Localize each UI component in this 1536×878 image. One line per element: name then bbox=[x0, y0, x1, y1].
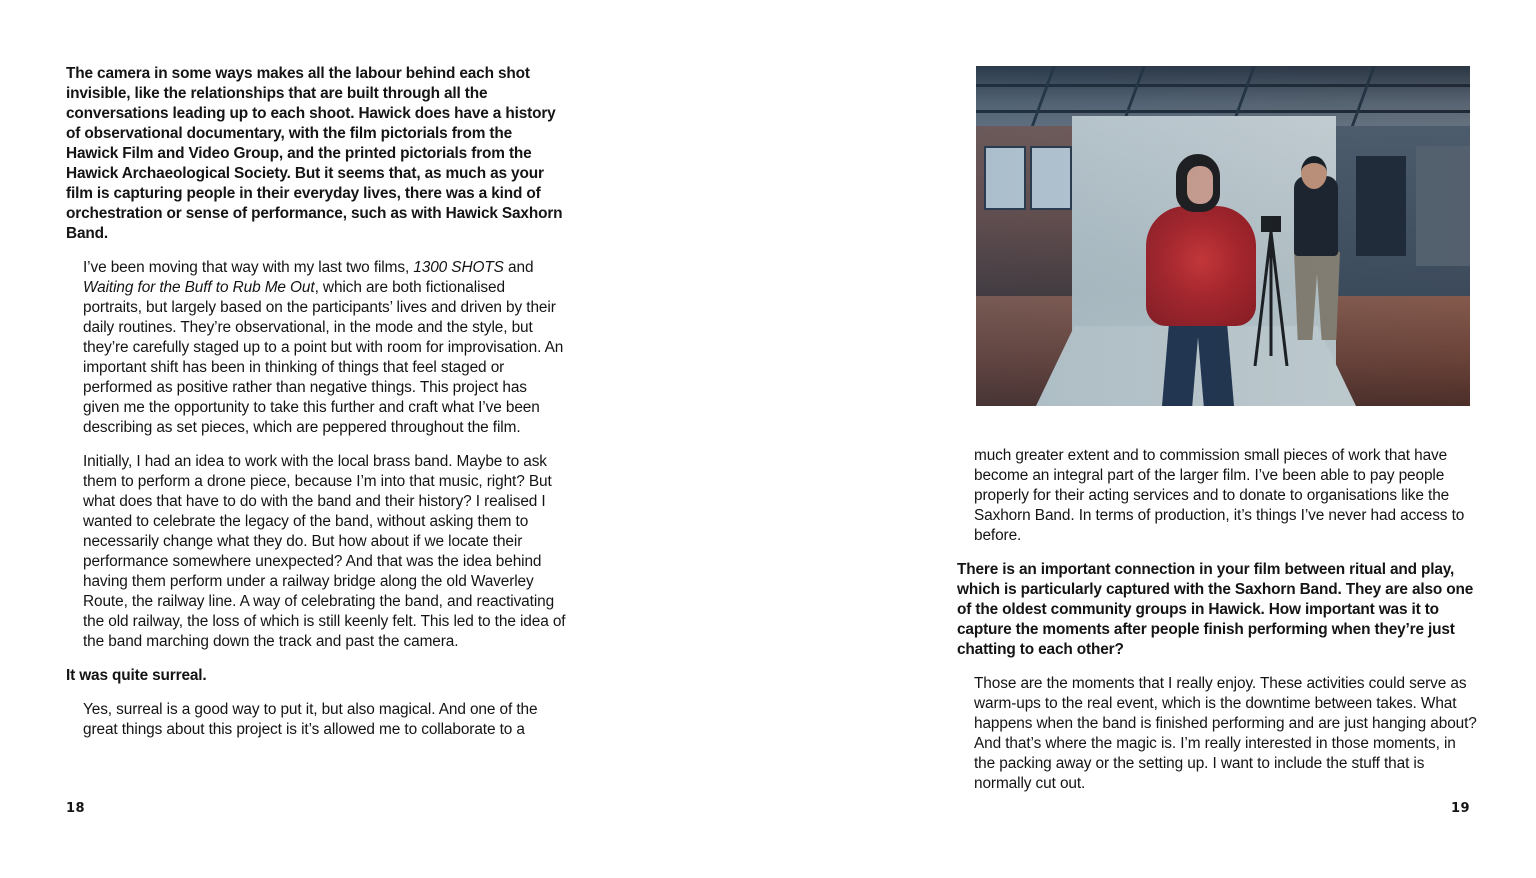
page-number-left: 18 bbox=[66, 801, 86, 816]
film-title: Waiting for the Buff to Rub Me Out bbox=[83, 279, 315, 296]
question-paragraph: There is an important connection in your film between ritual and play, which is particularly captured with the Saxhorn Band. They are also one of the oldest community groups in Hawick. How important was it to capture the moments after people finish performing when they’re just chatting to each other? bbox=[957, 561, 1474, 658]
right-page-column bbox=[957, 446, 1477, 794]
page-number-right: 19 bbox=[1451, 801, 1471, 816]
answer-paragraph: much greater extent and to commission small pieces of work that have become an integral part of the larger film. I’ve been able to pay people properly for their acting services and to donate to organisations like the Saxhorn Band. In terms of production, it’s things I’ve never had access to before. bbox=[974, 447, 1465, 544]
answer-paragraph bbox=[66, 258, 566, 438]
studio-photograph bbox=[976, 66, 1470, 406]
photo-tint bbox=[976, 66, 1470, 406]
left-page-column bbox=[66, 64, 566, 740]
answer-paragraph: Those are the moments that I really enjoy. These activities could serve as warm-ups to the real event, which is the downtime between takes. What happens when the band is finished performing and are just hanging about? And that’s where the magic is. I’m really interested in those moments, in the packing away or the setting up. I want to include the stuff that is normally cut out. bbox=[974, 675, 1477, 792]
answer-text: , which are both fictionalised portraits, but largely based on the participants’ lives and driven by their daily routines. They’re observational, in the mode and the style, but they’re carefully staged up to a point but with room for improvisation. An important shift has been in thinking of things that feel staged or performed as positive rather than negative things. This project has given me the opportunity to take this further and craft what I’ve been describing as set pieces, which are peppered throughout the film. bbox=[83, 279, 564, 436]
answer-paragraph: Initially, I had an idea to work with the local brass band. Maybe to ask them to perform a drone piece, because I’m into that music, right? But what does that have to do with the band and their history? I realised I wanted to celebrate the legacy of the band, without asking them to necessarily change what they do. But how about if we locate their performance somewhere unexpected? And that was the idea behind having them perform under a railway bridge along the old Waverley Route, the railway line. A way of celebrating the band, and reactivating the old railway, the loss of which is still keenly felt. This led to the idea of the band marching down the track and past the camera. bbox=[83, 453, 566, 650]
answer-text: I’ve been moving that way with my last two films, bbox=[83, 259, 414, 276]
answer-paragraph: Yes, surreal is a good way to put it, but also magical. And one of the great things about this project is it’s allowed me to collaborate to a bbox=[83, 701, 538, 738]
question-paragraph: It was quite surreal. bbox=[66, 667, 207, 684]
answer-text: and bbox=[503, 259, 534, 276]
film-title: 1300 SHOTS bbox=[413, 259, 504, 276]
question-paragraph: The camera in some ways makes all the labour behind each shot invisible, like the relationships that are built through all the conversations leading up to each shoot. Hawick does have a history of observational documentary, with the film pictorials from the Hawick Film and Video Group, and the printed pictorials from the Hawick Archaeological Society. But it seems that, as much as your film is capturing people in their everyday lives, there was a kind of orchestration or sense of performance, such as with Hawick Saxhorn Band. bbox=[66, 65, 563, 242]
